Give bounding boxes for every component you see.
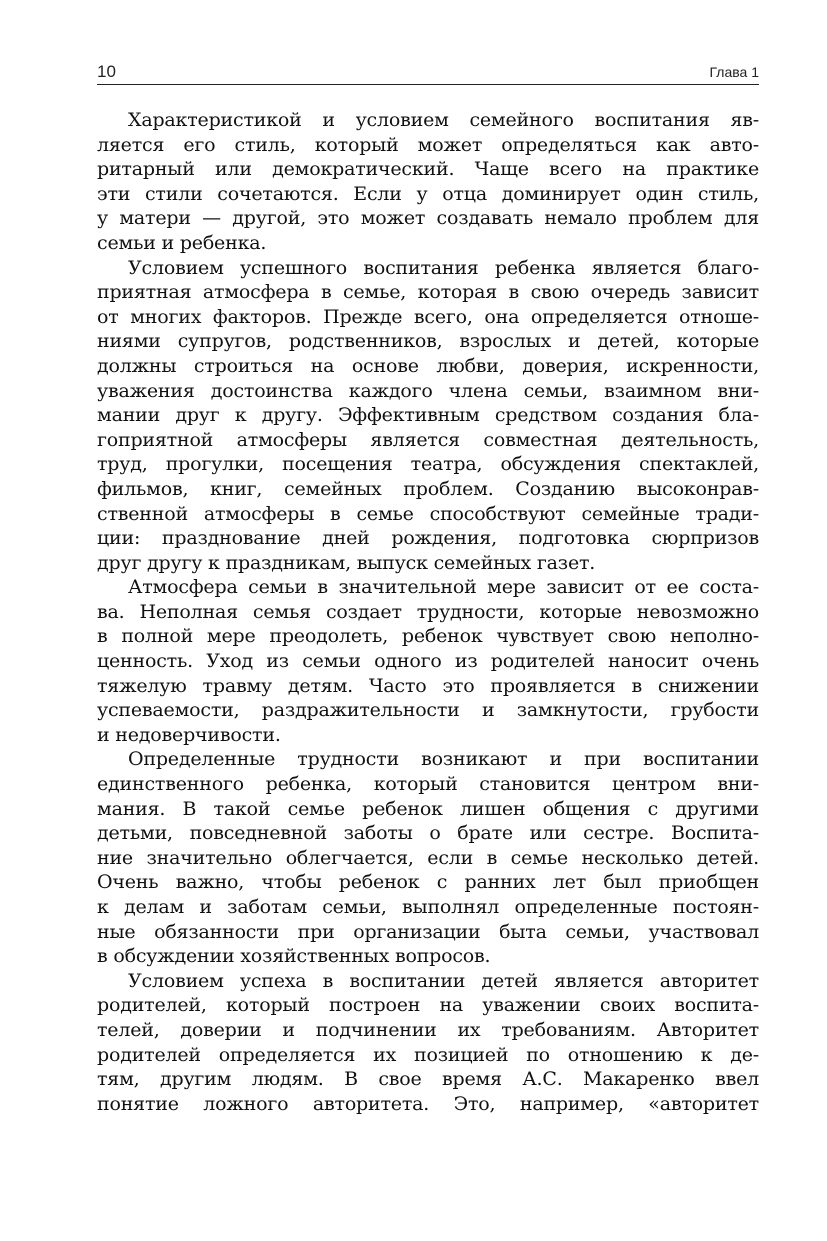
text-line: ние значительно облегчается, если в семье несколько детей. bbox=[97, 846, 759, 869]
text-line: мании друг к другу. Эффективным средством создания бла- bbox=[97, 404, 759, 427]
text-line: семьи и ребенка. bbox=[97, 231, 267, 254]
page-number: 10 bbox=[97, 62, 116, 81]
text-line: к делам и заботам семьи, выполнял определенные постоян- bbox=[97, 896, 759, 918]
text-line: ниями супругов, родственников, взрослых и детей, которые bbox=[97, 330, 759, 353]
paragraph bbox=[97, 747, 759, 968]
text-line: в полной мере преодолеть, ребенок чувствует свою неполно- bbox=[97, 625, 759, 648]
text-line: Определенные трудности возникают и при воспитании bbox=[128, 748, 759, 771]
text-line: родителей определяется их позицией по отношению к де- bbox=[97, 1043, 759, 1066]
text-line: Характеристикой и условием семейного воспитания яв- bbox=[128, 109, 759, 131]
text-line: друг другу к праздникам, выпуск семейных газет. bbox=[97, 551, 596, 574]
text-line: Условием успеха в воспитании детей является авторитет bbox=[128, 969, 759, 992]
text-line: в обсуждении хозяйственных вопросов. bbox=[97, 945, 491, 968]
text-line: уважения достоинства каждого члена семьи, взаимном вни- bbox=[97, 379, 759, 402]
text-line: ва. Неполная семья создает трудности, которые невозможно bbox=[97, 600, 759, 623]
text-line: мания. В такой семье ребенок лишен общения с другими bbox=[97, 797, 759, 820]
text-line: ции: празднование дней рождения, подготовка сюрпризов bbox=[97, 527, 759, 550]
text-line: успеваемости, раздражительности и замкнутости, грубости bbox=[97, 699, 759, 722]
body-text bbox=[97, 108, 759, 1116]
chapter-title: Глава 1 bbox=[709, 64, 759, 80]
text-line: труд, прогулки, посещения театра, обсуждения спектаклей, bbox=[97, 453, 759, 476]
text-line: ственной атмосферы в семье способствуют семейные тради- bbox=[97, 502, 759, 525]
text-line: Очень важно, чтобы ребенок с ранних лет был приобщен bbox=[97, 871, 759, 894]
text-line: и недоверчивости. bbox=[97, 723, 281, 746]
text-line: фильмов, книг, семейных проблем. Созданию высоконрав- bbox=[97, 477, 759, 500]
text-line: ные обязанности при организации быта семьи, участвовал bbox=[97, 920, 759, 943]
text-line: детьми, повседневной заботы о брате или сестре. Воспита- bbox=[97, 822, 759, 845]
paragraph bbox=[97, 575, 759, 747]
text-line: приятная атмосфера в семье, которая в свою очередь зависит bbox=[97, 281, 759, 304]
text-line: гоприятной атмосферы является совместная деятельность, bbox=[97, 428, 759, 451]
text-line: телей, доверии и подчинении их требованиям. Авторитет bbox=[97, 1018, 759, 1041]
paragraph bbox=[97, 969, 759, 1117]
text-line: понятие ложного авторитета. Это, например, «авторитет bbox=[97, 1092, 759, 1115]
page-header bbox=[97, 60, 759, 85]
text-line: ляется его стиль, который может определяться как авто- bbox=[97, 133, 759, 156]
paragraph bbox=[97, 256, 759, 576]
text-line: родителей, который построен на уважении своих воспита- bbox=[97, 994, 759, 1017]
text-line: тям, другим людям. В свое время А.С. Макаренко ввел bbox=[97, 1068, 759, 1091]
text-line: эти стили сочетаются. Если у отца доминирует один стиль, bbox=[97, 182, 759, 205]
text-line: Условием успешного воспитания ребенка является благо- bbox=[128, 256, 759, 279]
text-line: Атмосфера семьи в значительной мере зависит от ее соста- bbox=[128, 576, 759, 599]
text-line: от многих факторов. Прежде всего, она определяется отноше- bbox=[97, 305, 759, 328]
text-line: у матери — другой, это может создавать немало проблем для bbox=[97, 207, 759, 230]
paragraph bbox=[97, 108, 759, 256]
text-line: единственного ребенка, который становится центром вни- bbox=[97, 773, 759, 796]
text-line: тяжелую травму детям. Часто это проявляется в снижении bbox=[97, 674, 759, 697]
text-line: ценность. Уход из семьи одного из родителей наносит очень bbox=[97, 650, 759, 673]
text-line: ритарный или демократический. Чаще всего на практике bbox=[97, 158, 759, 181]
text-line: должны строиться на основе любви, доверия, искренности, bbox=[97, 354, 759, 377]
